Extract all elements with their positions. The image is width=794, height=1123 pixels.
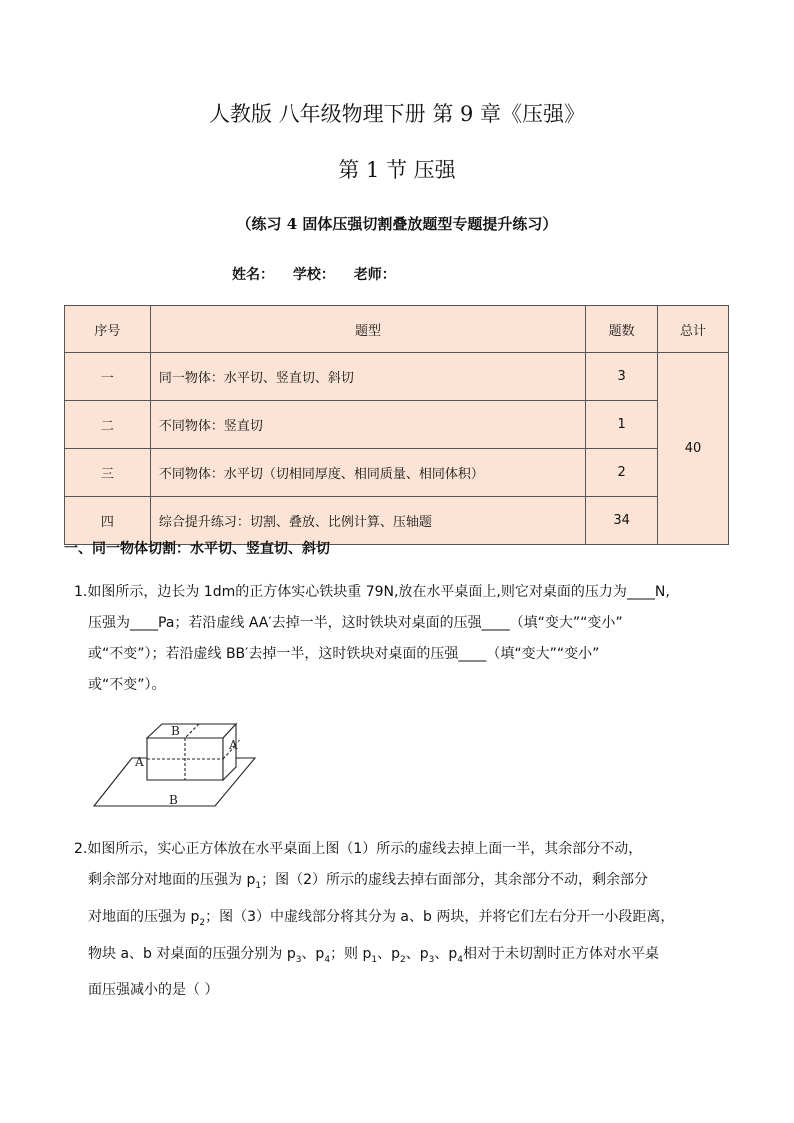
name-label: 姓名： bbox=[232, 267, 274, 283]
row-count: 2 bbox=[586, 449, 658, 497]
student-info bbox=[232, 264, 410, 284]
header-type: 题型 bbox=[150, 306, 585, 353]
row-type: 综合提升练习：切割、叠放、比例计算、压轴题 bbox=[150, 497, 585, 545]
q2-line bbox=[74, 865, 734, 902]
subscript: 4 bbox=[457, 954, 464, 965]
school-label: 学校： bbox=[292, 267, 335, 283]
question-1 bbox=[74, 577, 734, 701]
exercise-subtitle: （练习 4 固体压强切割叠放题型专题提升练习） bbox=[236, 215, 558, 233]
row-count: 1 bbox=[586, 401, 658, 449]
document-title: 人教版 八年级物理下册 第 9 章《压强》 bbox=[208, 102, 586, 126]
subscript: 3 bbox=[428, 954, 435, 965]
label-a-prime: A′ bbox=[229, 738, 241, 752]
q2-text: 、p bbox=[434, 945, 458, 962]
q2-text: ；则 p bbox=[330, 945, 372, 962]
row-type: 不同物体：水平切（切相同厚度、相同质量、相同体积） bbox=[150, 449, 585, 497]
row-count: 3 bbox=[586, 353, 658, 401]
table-row bbox=[65, 449, 729, 497]
section-title: 第 1 节 压强 bbox=[338, 158, 456, 182]
label-b-bottom: B bbox=[169, 793, 178, 807]
section-heading: 一、同一物体切割：水平切、竖直切、斜切 bbox=[64, 541, 330, 557]
q1-line: 或“不变”）；若沿虚线 BB′去掉一半，这时铁块对桌面的压强____（填“变大”“变小” bbox=[88, 646, 600, 662]
q1-line: 1.如图所示，边长为 1dm的正方体实心铁块重 79N,放在水平桌面上,则它对桌面的压力为____N, bbox=[74, 584, 670, 600]
q1-line: 压强为____Pa；若沿虚线 AA′去掉一半，这时铁块对桌面的压强____（填“变大”“变小” bbox=[88, 615, 623, 631]
q2-line bbox=[74, 939, 734, 976]
q2-line: 面压强减小的是（ ） bbox=[88, 982, 219, 999]
question-2 bbox=[74, 834, 734, 1006]
q2-text: 物块 a、b 对桌面的压强分别为 p bbox=[88, 945, 296, 962]
q2-line bbox=[74, 902, 734, 939]
q2-text: ；图（3）中虚线部分将其分为 a、b 两块，并将它们左右分开一小段距离， bbox=[205, 908, 675, 925]
header-no: 序号 bbox=[65, 306, 151, 353]
subscript: 4 bbox=[324, 954, 331, 965]
row-count: 34 bbox=[586, 497, 658, 545]
q1-line: 或“不变”）。 bbox=[88, 677, 166, 693]
subscript: 1 bbox=[255, 880, 262, 891]
row-type: 不同物体：竖直切 bbox=[150, 401, 585, 449]
table-header-row bbox=[65, 306, 729, 353]
header-count: 题数 bbox=[586, 306, 658, 353]
q2-line: 2.如图所示，实心正方体放在水平桌面上图（1）所示的虚线去掉上面一半，其余部分不动， bbox=[74, 841, 643, 857]
row-no: 三 bbox=[65, 449, 151, 497]
teacher-label: 老师： bbox=[353, 267, 396, 283]
total-cell: 40 bbox=[658, 353, 729, 545]
cube-on-table-figure bbox=[90, 718, 260, 814]
label-a-left: A bbox=[135, 755, 144, 769]
q2-text: 、p bbox=[301, 945, 325, 962]
row-type: 同一物体：水平切、竖直切、斜切 bbox=[150, 353, 585, 401]
subscript: 2 bbox=[400, 954, 406, 965]
question-type-table bbox=[64, 305, 729, 545]
subscript: 2 bbox=[199, 917, 206, 928]
table-row bbox=[65, 353, 729, 401]
q2-text: 相对于未切割时正方体对水平桌 bbox=[463, 945, 660, 962]
q2-text: 剩余部分对地面的压强为 p bbox=[88, 872, 256, 888]
q2-text: ；图（2）所示的虚线去掉右面部分，其余部分不动，剩余部分 bbox=[261, 872, 648, 888]
row-no: 一 bbox=[65, 353, 151, 401]
subscript: 1 bbox=[371, 954, 378, 965]
q2-text: 、p bbox=[405, 945, 429, 962]
q2-text: 对地面的压强为 p bbox=[88, 908, 200, 925]
subscript: 3 bbox=[295, 954, 302, 965]
label-b-top: B bbox=[171, 724, 180, 738]
header-total: 总计 bbox=[658, 306, 729, 353]
row-no: 二 bbox=[65, 401, 151, 449]
q2-text: 、p bbox=[377, 945, 401, 962]
table-row bbox=[65, 401, 729, 449]
row-no: 四 bbox=[65, 497, 151, 545]
